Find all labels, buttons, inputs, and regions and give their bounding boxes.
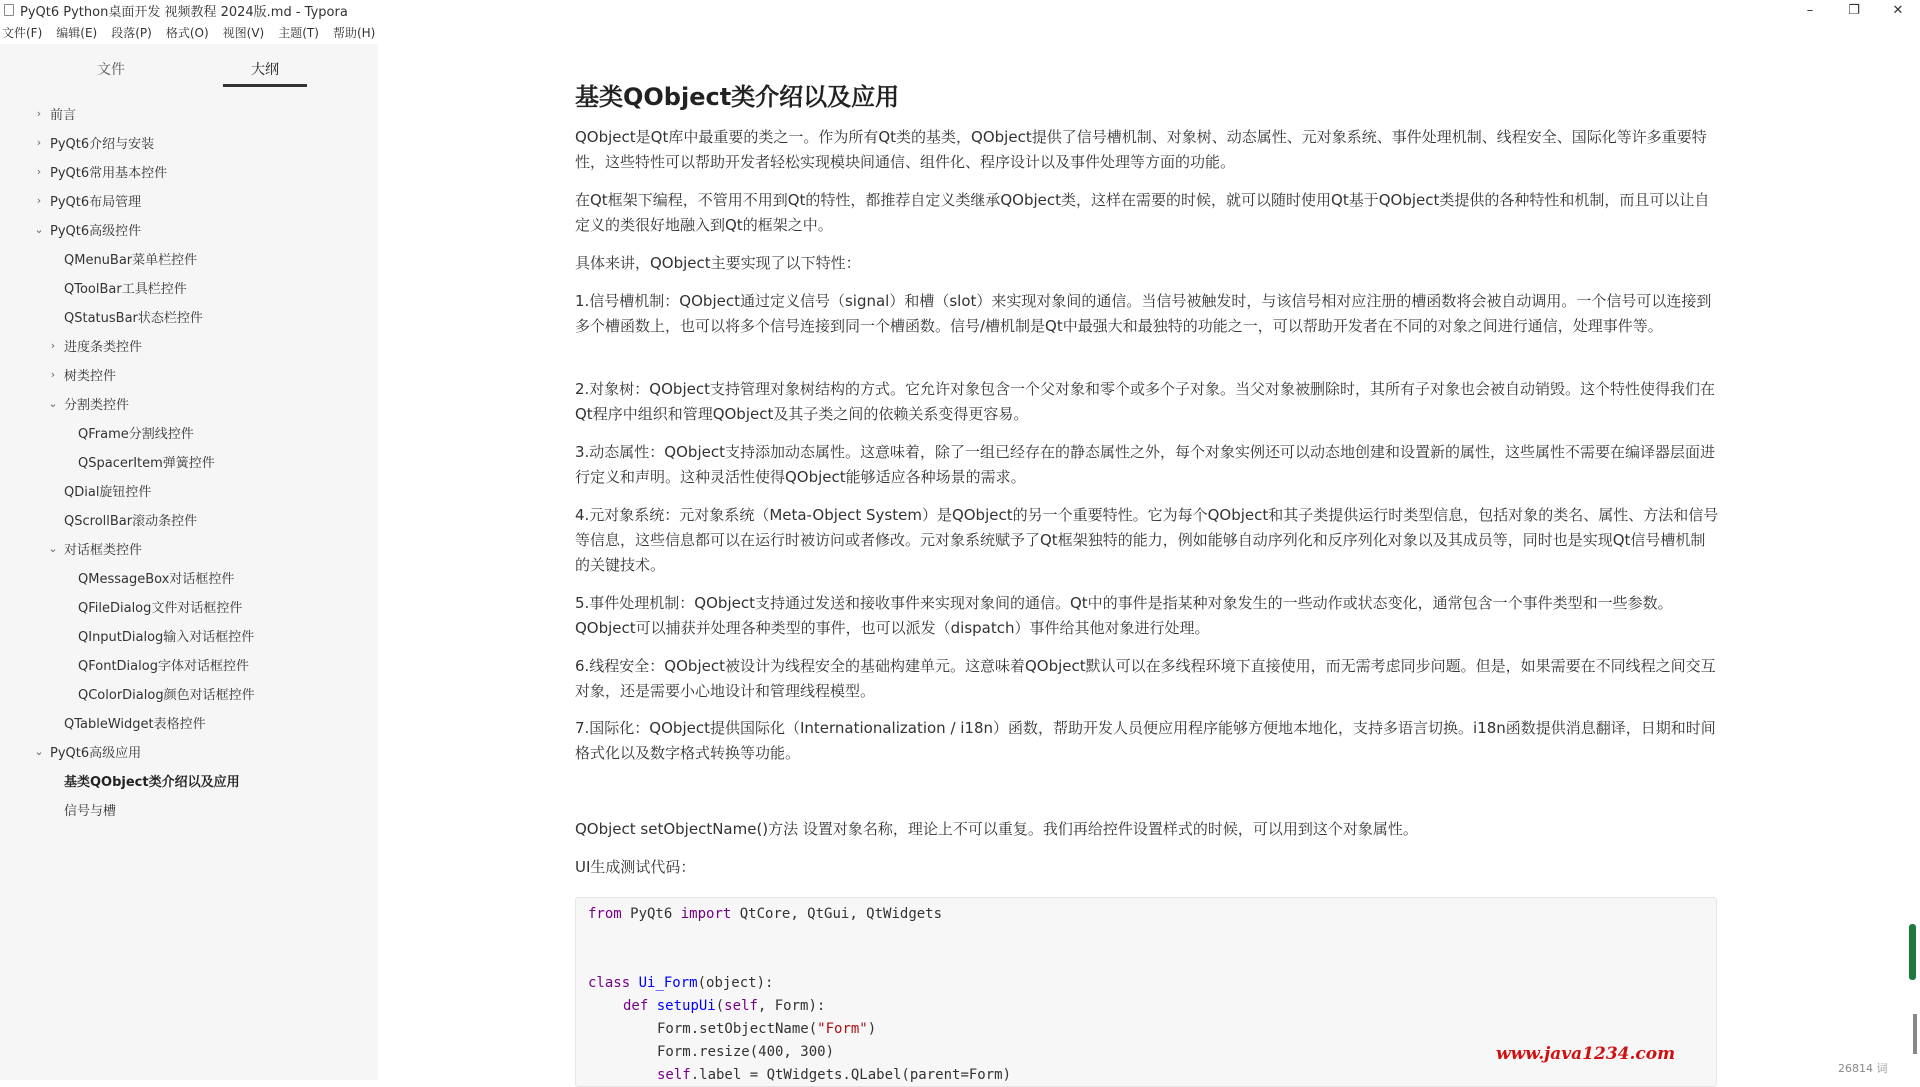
sidebar — [0, 44, 378, 1080]
outline-item[interactable] — [48, 331, 142, 360]
menu-help[interactable]: 帮助(H) — [332, 25, 376, 40]
chevron-right-icon[interactable]: › — [36, 107, 42, 120]
chevron-down-icon[interactable]: ⌄ — [48, 397, 58, 410]
outline-item-label: 信号与槽 — [64, 804, 117, 819]
outline-item[interactable] — [34, 186, 141, 215]
outline-item-label: PyQt6布局管理 — [50, 195, 142, 210]
chevron-down-icon[interactable]: ⌄ — [48, 542, 58, 555]
paragraph[interactable]: QObject setObjectName()方法 设置对象名称，理论上不可以重复。我们再给控件设置样式的时候，可以用到这个对象属性。 — [575, 820, 1418, 838]
menu-format[interactable]: 格式(O) — [165, 25, 209, 40]
scrollbar-thumb[interactable] — [1909, 924, 1916, 980]
outline-item[interactable] — [48, 766, 240, 795]
code-line: from PyQt6 import QtCore, QtGui, QtWidgets — [588, 906, 943, 922]
outline-item[interactable] — [48, 389, 129, 418]
outline-item[interactable] — [48, 273, 187, 302]
chevron-right-icon[interactable]: › — [50, 339, 56, 352]
outline-item-label: QDial旋钮控件 — [64, 485, 152, 500]
chevron-right-icon[interactable]: › — [36, 194, 42, 207]
close-button[interactable]: ✕ — [1892, 2, 1904, 18]
paragraph[interactable]: 6.线程安全：QObject被设计为线程安全的基础构建单元。这意味着QObject默认可以在多线程环境下直接使用，而无需考虑同步问题。但是，如果需要在不同线程之间交互对象，还是需要小心地设计和管理线程模型。 — [575, 657, 1716, 700]
outline-item-label: QColorDialog颜色对话框控件 — [78, 688, 255, 703]
outline-item-label: 基类QObject类介绍以及应用 — [64, 775, 240, 790]
outline-item-label: PyQt6高级控件 — [50, 224, 142, 239]
outline-item-label: QScrollBar滚动条控件 — [64, 514, 198, 529]
outline-item-label: 前言 — [50, 108, 77, 123]
menu-theme[interactable]: 主题(T) — [278, 25, 319, 40]
outline-item[interactable] — [48, 708, 206, 737]
outline-item-label: 分割类控件 — [64, 398, 130, 413]
outline-item-label: PyQt6介绍与安装 — [50, 137, 155, 152]
typora-app-icon — [4, 4, 14, 16]
scrollbar-track-thumb[interactable] — [1913, 1014, 1917, 1054]
paragraph[interactable]: 7.国际化：QObject提供国际化（Internationalization / i18n）函数，帮助开发人员便应用程序能够方便地本地化，支持多语言切换。i18n函数提供消息翻译，日期和时间格式化以及数字格式转换等功能。 — [575, 719, 1716, 762]
outline-item[interactable] — [62, 592, 242, 621]
outline-item[interactable] — [48, 302, 203, 331]
code-line: Form.setObjectName("Form") — [657, 1021, 877, 1037]
outline-item[interactable] — [34, 157, 167, 186]
chevron-down-icon[interactable]: ⌄ — [34, 745, 44, 758]
paragraph[interactable]: 4.元对象系统：元对象系统（Meta-Object System）是QObject的另一个重要特性。它为每个QObject和其子类提供运行时类型信息，包括对象的类名、属性、方法和信号等信息，这些信息都可以在运行时被访问或者修改。元对象系统赋予了Qt框架独特的能力，例如能够自动序列化和反序列化对象以及其成员等，同时也是实现Qt信号槽机制的关键技术。 — [575, 506, 1719, 574]
outline-item[interactable] — [62, 563, 234, 592]
page-title[interactable]: 基类QObject类介绍以及应用 — [575, 83, 900, 111]
menu-edit[interactable]: 编辑(E) — [56, 25, 98, 40]
outline-item[interactable] — [62, 650, 249, 679]
outline-item-label: QFileDialog文件对话框控件 — [78, 601, 243, 616]
paragraph[interactable]: 具体来讲，QObject主要实现了以下特性： — [575, 254, 861, 272]
maximize-button[interactable]: ❐ — [1848, 2, 1860, 18]
code-line: def setupUi(self, Form): — [623, 998, 826, 1014]
outline-item-label: QStatusBar状态栏控件 — [64, 311, 203, 326]
outline-item[interactable] — [34, 99, 76, 128]
sidebar-footer — [0, 1050, 378, 1080]
window-controls — [1788, 0, 1920, 20]
outline-item-label: QTableWidget表格控件 — [64, 717, 206, 732]
menu-file[interactable]: 文件(F) — [2, 25, 43, 40]
outline-item-label: 对话框类控件 — [64, 543, 143, 558]
outline-item[interactable] — [48, 360, 116, 389]
paragraph[interactable]: 1.信号槽机制：QObject通过定义信号（signal）和槽（slot）来实现对象间的通信。当信号被触发时，与该信号相对应注册的槽函数将会被自动调用。一个信号可以连接到多个槽函数上，也可以将多个信号连接到同一个槽函数。信号/槽机制是Qt中最强大和最独特的功能之一，可以帮助开发者在不同的对象之间进行通信，处理事件等。 — [575, 292, 1712, 335]
outline-item[interactable] — [48, 795, 116, 824]
active-tab-indicator — [223, 84, 307, 87]
watermark: www.java1234.com — [1496, 1044, 1676, 1064]
paragraph[interactable]: 2.对象树：QObject支持管理对象树结构的方式。它允许对象包含一个父对象和零个或多个子对象。当父对象被删除时，其所有子对象也会被自动销毁。这个特性使得我们在Qt程序中组织和管理QObject及其子类之间的依赖关系变得更容易。 — [575, 380, 1715, 423]
outline-item[interactable] — [62, 447, 215, 476]
chevron-right-icon[interactable]: › — [36, 136, 42, 149]
window-title: PyQt6 Python桌面开发 视频教程 2024版.md - Typora — [20, 4, 348, 20]
code-line: self.label = QtWidgets.QLabel(parent=Form) — [657, 1067, 1012, 1083]
outline-item[interactable] — [34, 215, 141, 244]
word-count[interactable]: 26814 词 — [1838, 1062, 1888, 1075]
outline-item[interactable] — [62, 621, 254, 650]
outline-item-label: PyQt6高级应用 — [50, 746, 142, 761]
outline-item-label: QToolBar工具栏控件 — [64, 282, 187, 297]
sidebar-tabs — [0, 44, 378, 88]
tab-files[interactable]: 文件 — [97, 62, 125, 78]
minimize-button[interactable]: – — [1806, 2, 1814, 18]
outline-item[interactable] — [34, 128, 154, 157]
paragraph[interactable]: 3.动态属性：QObject支持添加动态属性。这意味着，除了一组已经存在的静态属性之外，每个对象实例还可以动态地创建和设置新的属性，这些属性不需要在编译器层面进行定义和声明。这种灵活性使得QObject能够适应各种场景的需求。 — [575, 443, 1715, 486]
outline-item[interactable] — [62, 679, 255, 708]
chevron-right-icon[interactable]: › — [50, 368, 56, 381]
outline-item-label: 树类控件 — [64, 369, 117, 384]
outline-item[interactable] — [48, 534, 142, 563]
outline-item-label: PyQt6常用基本控件 — [50, 166, 168, 181]
outline-item[interactable] — [48, 476, 151, 505]
title-bar — [0, 0, 1920, 20]
outline-item[interactable] — [48, 244, 197, 273]
menu-view[interactable]: 视图(V) — [222, 25, 265, 40]
outline-item-label: QMenuBar菜单栏控件 — [64, 253, 198, 268]
outline-item-label: QInputDialog输入对话框控件 — [78, 630, 255, 645]
menu-bar — [0, 20, 1920, 44]
code-line: class Ui_Form(object): — [588, 975, 774, 991]
code-line: Form.resize(400, 300) — [657, 1044, 835, 1060]
outline-item-label: QFrame分割线控件 — [78, 427, 194, 442]
outline-item[interactable] — [48, 505, 197, 534]
chevron-down-icon[interactable]: ⌄ — [34, 223, 44, 236]
outline-item-label: QSpacerItem弹簧控件 — [78, 456, 215, 471]
paragraph[interactable]: QObject是Qt库中最重要的类之一。作为所有Qt类的基类，QObject提供了信号槽机制、对象树、动态属性、元对象系统、事件处理机制、线程安全、国际化等许多重要特性，这些特性可以帮助开发者轻松实现模块间通信、组件化、程序设计以及事件处理等方面的功能。 — [575, 128, 1707, 171]
chevron-right-icon[interactable]: › — [36, 165, 42, 178]
editor-pane — [378, 44, 1920, 1083]
outline-item[interactable] — [34, 737, 141, 766]
outline-item-label: QFontDialog字体对话框控件 — [78, 659, 249, 674]
menu-paragraph[interactable]: 段落(P) — [111, 25, 152, 40]
paragraph[interactable]: UI生成测试代码： — [575, 858, 696, 876]
paragraph[interactable]: 在Qt框架下编程，不管用不用到Qt的特性，都推荐自定义类继承QObject类，这样在需要的时候，就可以随时使用Qt基于QObject类提供的各种特性和机制，而且可以让自定义的类很好地融入到Qt的框架之中。 — [575, 191, 1710, 234]
tab-outline[interactable]: 大纲 — [251, 62, 279, 78]
paragraph[interactable]: 5.事件处理机制：QObject支持通过发送和接收事件来实现对象间的通信。Qt中的事件是指某种对象发生的一些动作或状态变化，通常包含一个事件类型和一些参数。QObject可以捕获并处理各种类型的事件，也可以派发（dispatch）事件给其他对象进行处理。 — [575, 594, 1673, 637]
outline-item[interactable] — [62, 418, 194, 447]
outline-item-label: 进度条类控件 — [64, 340, 143, 355]
outline-item-label: QMessageBox对话框控件 — [78, 572, 235, 587]
